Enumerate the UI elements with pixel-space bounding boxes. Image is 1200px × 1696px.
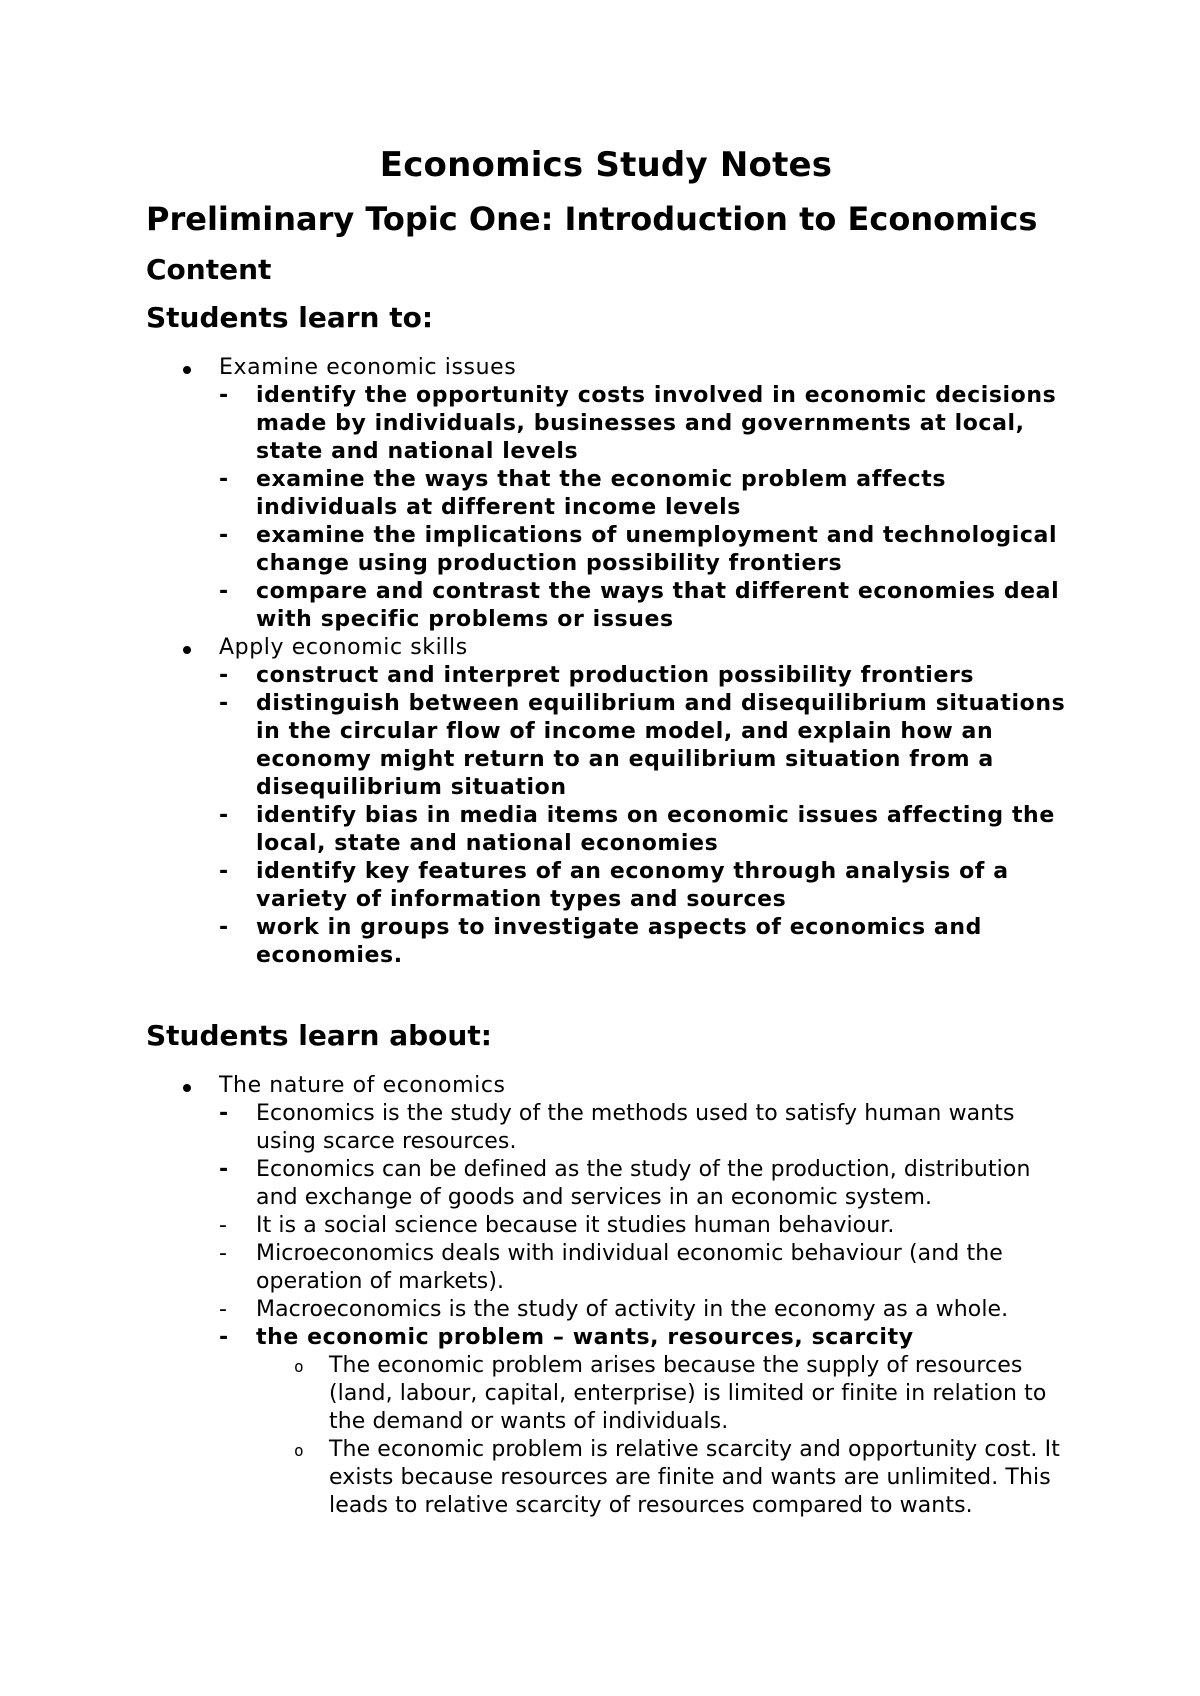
dash-icon: - [219,1241,227,1266]
learn-to-list [146,354,1066,970]
dash-icon: - [219,691,229,716]
dash-item-text: work in groups to investigate aspects of economics and economies. [256,915,982,968]
dash-icon: - [219,1157,229,1182]
dash-item [219,1240,1066,1296]
dash-item-text: identify bias in media items on economic issues affecting the local, state and national economies [256,803,1055,856]
dash-icon: - [219,663,229,688]
dash-item [219,1324,1066,1520]
bullet-icon [183,366,191,374]
document-content [146,140,1066,1520]
dash-icon: - [219,1213,227,1238]
dash-item [219,1212,1066,1240]
dash-item-text: identify the opportunity costs involved in economic decisions made by individuals, businesses and governments at local, state and national levels [256,383,1057,464]
bullet-item [146,354,1066,634]
dash-item [219,522,1066,578]
bullet-label: The nature of economics [219,1073,506,1098]
dash-item-text: Macroeconomics is the study of activity in the economy as a whole. [256,1297,1009,1322]
dash-list [219,382,1066,634]
content-heading: Content [146,253,272,286]
dash-icon: - [219,579,229,604]
dash-item-text: examine the implications of unemployment and technological change using production possibility frontiers [256,523,1058,576]
dash-list [219,662,1066,970]
dash-item-text: examine the ways that the economic problem affects individuals at different income levels [256,467,947,520]
dash-icon: - [219,915,229,940]
dash-icon: - [219,523,229,548]
bullet-label: Examine economic issues [219,355,517,380]
bullet-icon [183,646,191,654]
bullet-label: Apply economic skills [219,635,468,660]
dash-item-text: construct and interpret production possibility frontiers [256,663,975,688]
topic-heading: Preliminary Topic One: Introduction to Economics [146,200,1038,238]
bullet-icon [183,1084,191,1092]
subtopic-heading: the economic problem – wants, resources, scarcity [256,1325,914,1350]
dash-list [219,1100,1066,1520]
dash-icon: - [219,1101,229,1126]
dash-icon: - [219,859,229,884]
dash-item [219,1296,1066,1324]
dash-item-text: Economics is the study of the methods used to satisfy human wants using scarce resources. [256,1101,1015,1154]
dash-item [219,858,1066,914]
dash-item [219,914,1066,970]
dash-item-text: identify key features of an economy through analysis of a variety of information types and sources [256,859,1009,912]
dash-item-text: Economics can be defined as the study of the production, distribution and exchange of goods and services in an economic system. [256,1157,1031,1210]
dash-icon: - [219,1297,227,1322]
sub-item [256,1352,1066,1436]
dash-icon: - [219,467,229,492]
dash-icon: - [219,1325,229,1350]
dash-item [219,1100,1066,1156]
dash-item-text: distinguish between equilibrium and disequilibrium situations in the circular flow of income model, and explain how an economy might return to an equilibrium situation from a disequilibrium situation [256,691,1066,800]
dash-item [219,466,1066,522]
dash-icon: - [219,803,229,828]
sub-item-text: The economic problem is relative scarcity and opportunity cost. It exists because resources are finite and wants are unlimited. This leads to relative scarcity of resources compared to wants. [329,1437,1060,1518]
circle-bullet-icon: o [294,1441,304,1460]
dash-item [219,662,1066,690]
dash-item [219,802,1066,858]
sub-list [256,1352,1066,1520]
dash-item [219,690,1066,802]
dash-item-text: Microeconomics deals with individual economic behaviour (and the operation of markets). [256,1241,1003,1294]
dash-item-text: It is a social science because it studies human behaviour. [256,1213,895,1238]
bullet-item [146,634,1066,970]
dash-icon: - [219,383,229,408]
learn-to-heading: Students learn to: [146,301,434,334]
circle-bullet-icon: o [294,1357,304,1376]
sub-item-text: The economic problem arises because the supply of resources (land, labour, capital, enterprise) is limited or finite in relation to the demand or wants of individuals. [329,1353,1047,1434]
dash-item [219,578,1066,634]
dash-item-text: compare and contrast the ways that different economies deal with specific problems or issues [256,579,1060,632]
document-title: Economics Study Notes [379,145,833,185]
dash-item [219,1156,1066,1212]
sub-item [256,1436,1066,1520]
learn-about-heading: Students learn about: [146,1019,492,1052]
dash-item [219,382,1066,466]
bullet-item [146,1072,1066,1520]
learn-about-list [146,1072,1066,1520]
